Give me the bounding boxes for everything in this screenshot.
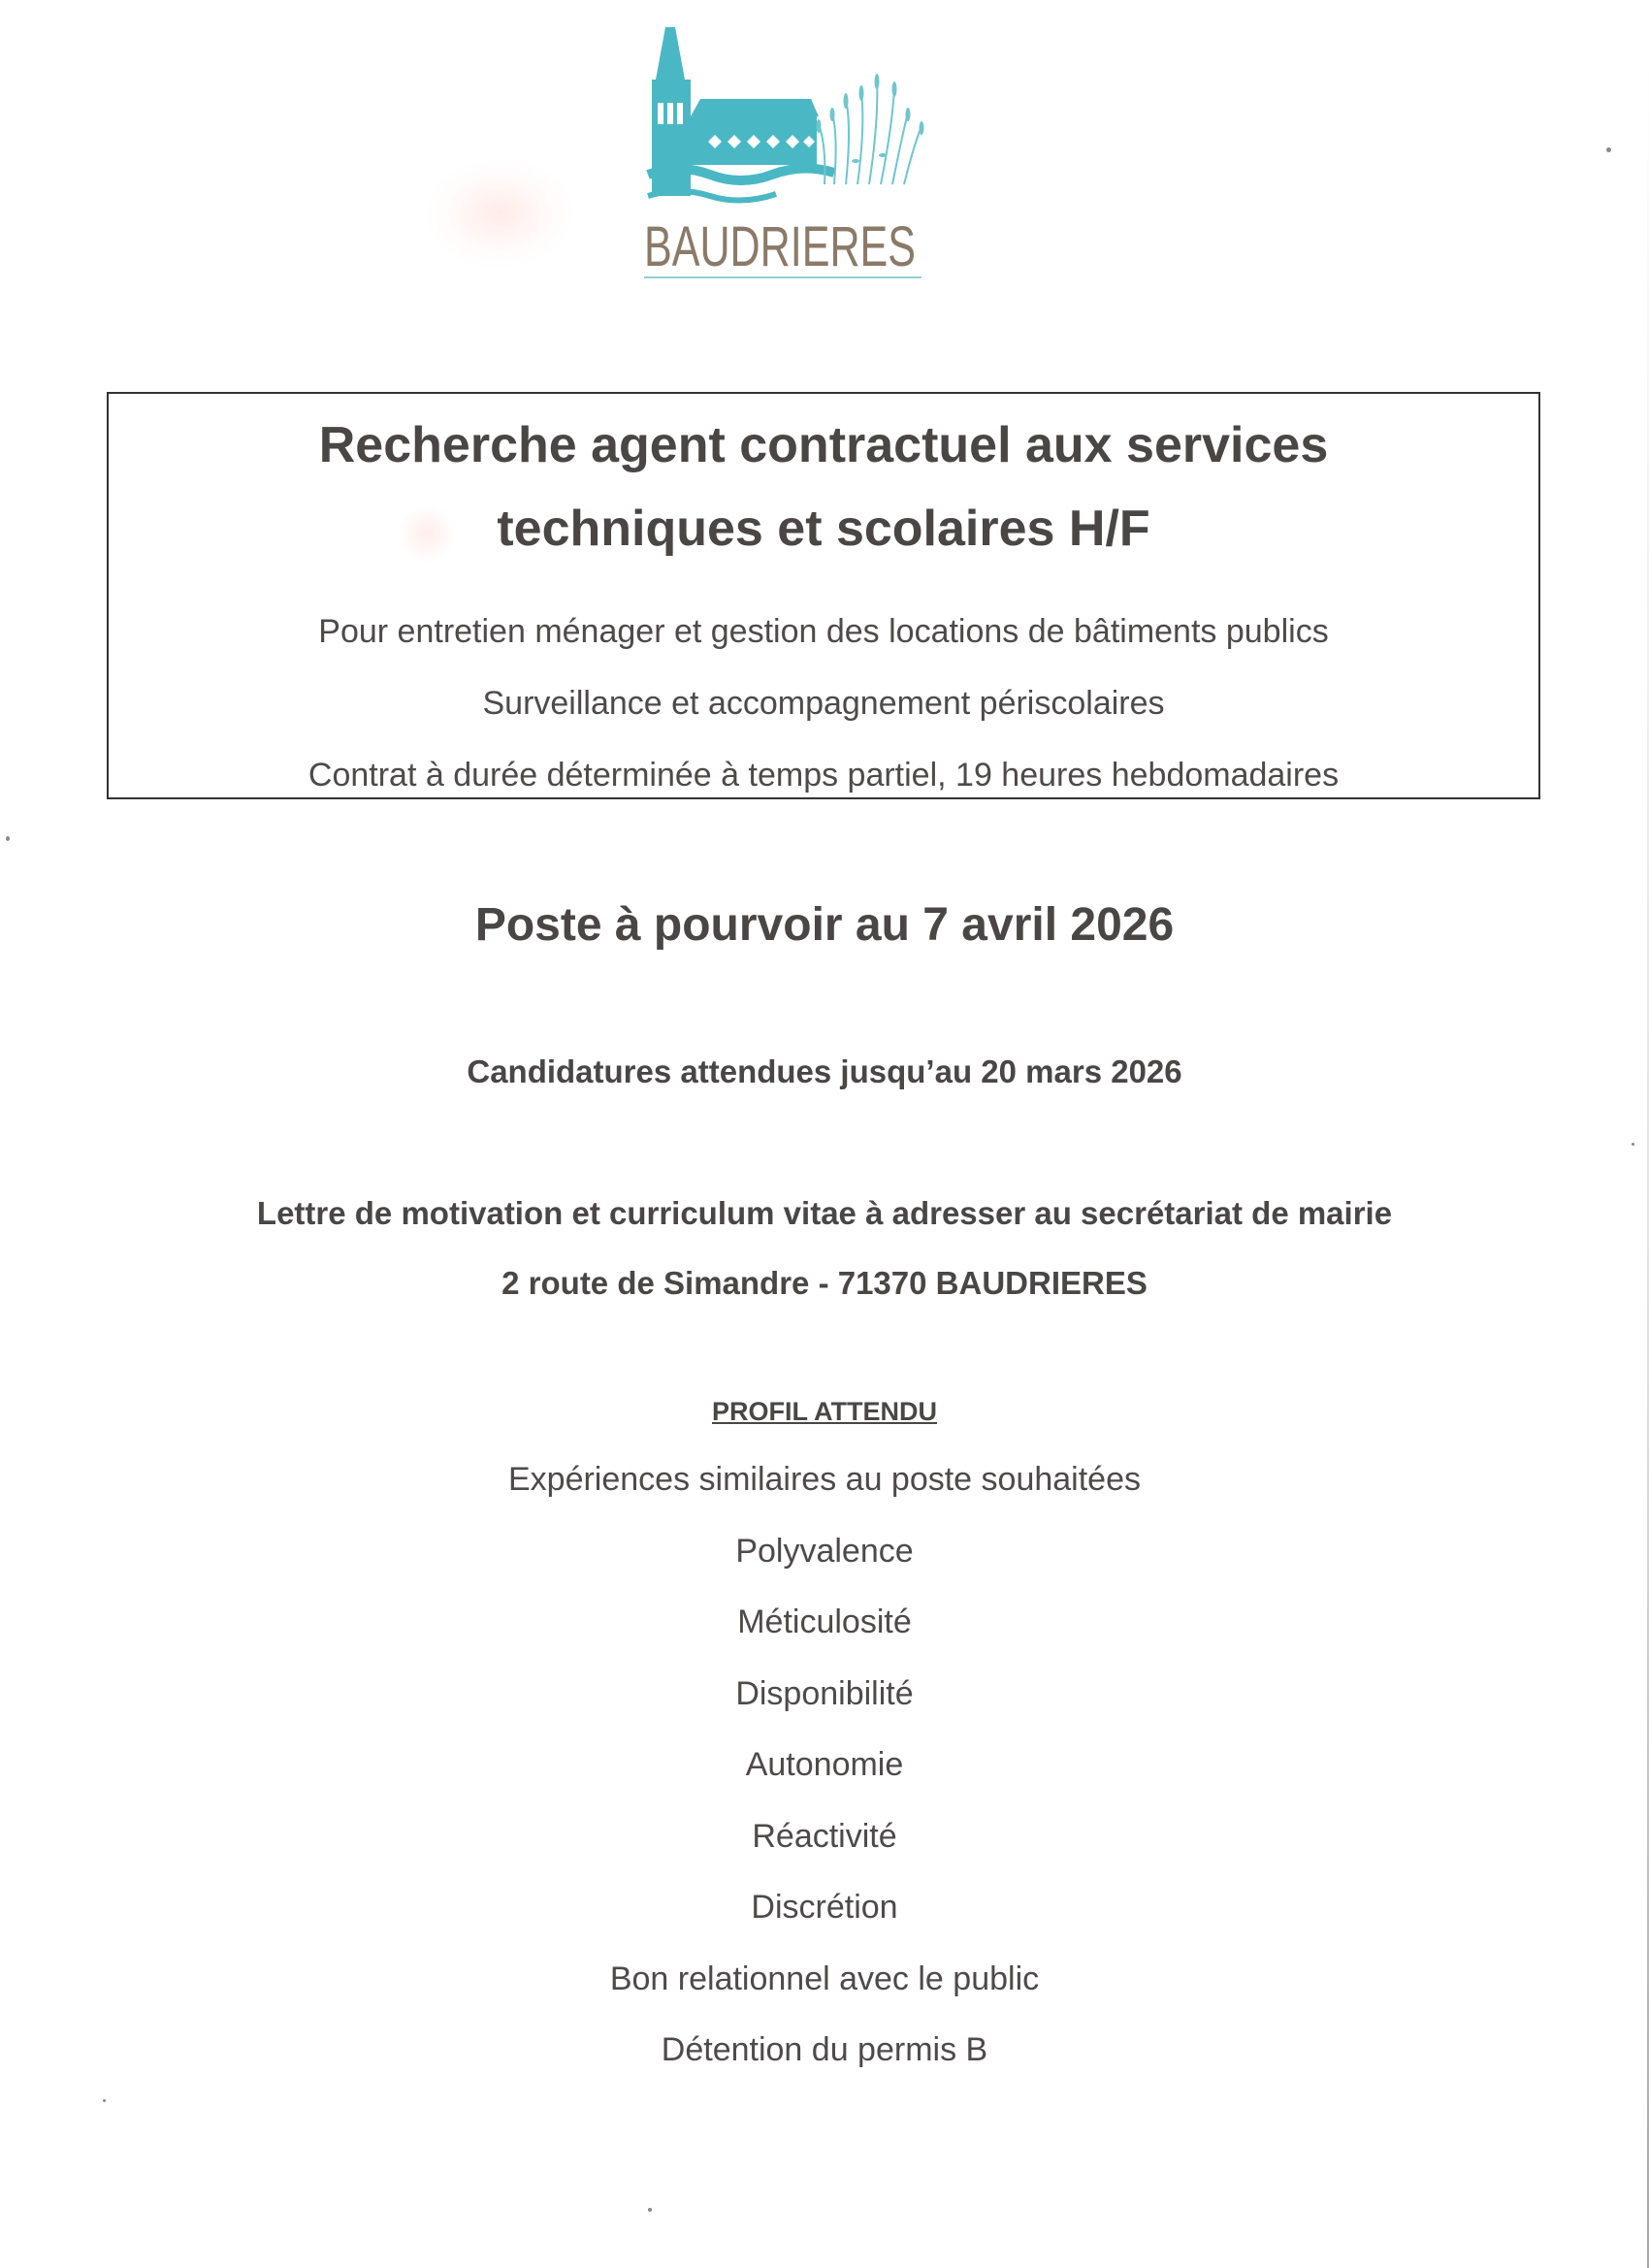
scan-speck — [1632, 1143, 1634, 1146]
profile-heading: PROFIL ATTENDU — [712, 1397, 937, 1426]
baudrieres-logo — [640, 19, 960, 291]
scan-speck — [1606, 147, 1611, 152]
profile-item: Expériences similaires au poste souhaitées — [507, 1461, 1141, 1498]
scan-speck — [103, 2099, 106, 2102]
profile-list — [0, 1455, 1649, 2097]
contract-type-line: Contrat à durée déterminée à temps partiel, 19 heures hebdomadaires — [307, 757, 1340, 794]
profile-item: Discrétion — [751, 1889, 898, 1926]
profile-item: Réactivité — [752, 1817, 897, 1855]
profile-item: Polyvalence — [735, 1532, 914, 1570]
profile-item: Disponibilité — [735, 1674, 914, 1712]
job-description-line: Surveillance et accompagnement périscolaires — [482, 685, 1165, 722]
job-title-box — [107, 392, 1540, 799]
job-description-line: Pour entretien ménager et gestion des locations de bâtiments publics — [318, 613, 1329, 650]
church-village-logo-icon — [640, 19, 960, 291]
profile-item: Bon relationnel avec le public — [609, 1960, 1040, 1997]
application-deadline: Candidatures attendues jusqu’au 20 mars 2026 — [467, 1053, 1182, 1089]
profile-item: Détention du permis B — [661, 2031, 988, 2068]
start-date-heading: Poste à pourvoir au 7 avril 2026 — [474, 899, 1175, 951]
job-title — [109, 404, 1538, 570]
profile-item: Autonomie — [745, 1746, 904, 1783]
job-title-line: Recherche agent contractuel aux services — [318, 417, 1329, 473]
application-instructions: Lettre de motivation et curriculum vitae à adresser au secrétariat de mairie — [256, 1195, 1393, 1231]
mairie-address: 2 route de Simandre - 71370 BAUDRIERES — [501, 1265, 1148, 1301]
logo-text: BAUDRIERES — [644, 215, 916, 278]
job-title-line: techniques et scolaires H/F — [497, 501, 1150, 557]
profile-item: Méticulosité — [737, 1604, 912, 1640]
scan-speck — [6, 836, 10, 841]
scan-speck — [648, 2208, 652, 2212]
paper-smudge — [427, 160, 572, 267]
